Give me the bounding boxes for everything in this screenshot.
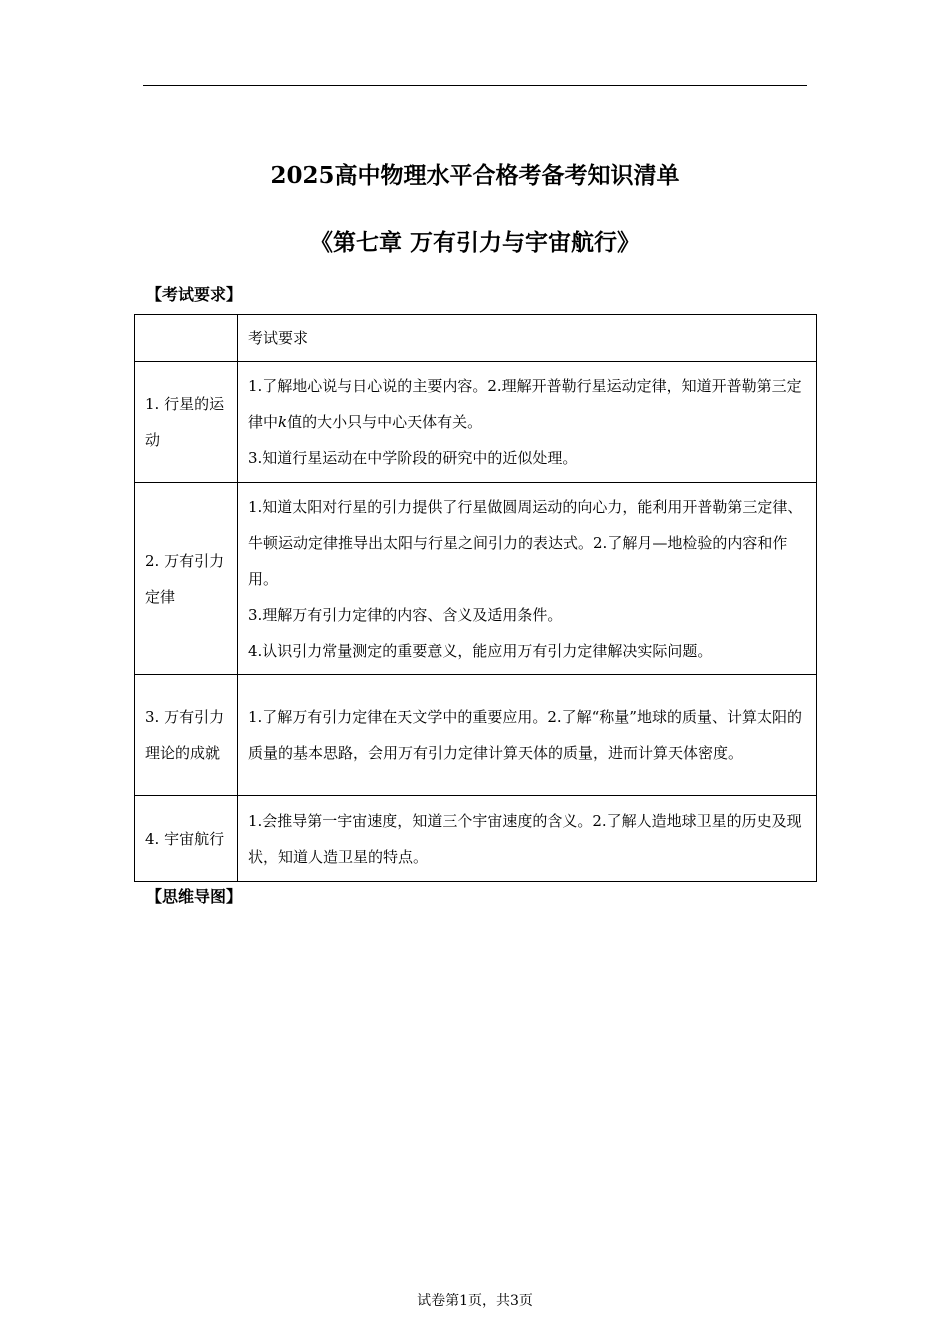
section-heading-mind-map: 【思维导图】: [146, 887, 243, 906]
chapter-title: 《第七章 万有引力与宇宙航行》: [309, 229, 640, 256]
content-cell: [238, 483, 817, 675]
requirement-paragraph: 3.知道行星运动在中学阶段的研究中的近似处理。: [248, 449, 578, 467]
requirement-paragraph: 4.认识引力常量测定的重要意义，能应用万有引力定律解决实际问题。: [248, 641, 713, 660]
section-heading-exam-requirements: 【考试要求】: [146, 285, 243, 304]
table-header-topic: [135, 315, 238, 362]
topic-cell: 1. 行星的运动: [135, 362, 238, 483]
content-cell: [238, 675, 817, 796]
requirement-paragraph: 3.理解万有引力定律的内容、含义及适用条件。: [248, 605, 563, 624]
table-row: [135, 675, 817, 796]
document-title: 2025高中物理水平合格考备考知识清单: [270, 162, 680, 189]
table-row: [135, 483, 817, 675]
variable-k: k: [278, 413, 288, 431]
table-row: [135, 796, 817, 882]
requirement-text: 1.了解地心说与日心说的主要内容。2.理解开普勒行星运动定律，知道开普勒第三定律中: [248, 377, 802, 431]
table-header-row: [135, 315, 817, 362]
topic-cell: 4. 宇宙航行: [135, 796, 238, 882]
topic-cell: 3. 万有引力理论的成就: [135, 675, 238, 796]
requirement-paragraph: [248, 368, 806, 440]
requirement-paragraph: 1.会推导第一宇宙速度，知道三个宇宙速度的含义。2.了解人造地球卫星的历史及现状，知道人造卫星的特点。: [248, 811, 802, 866]
requirement-text: 值的大小只与中心天体有关。: [287, 413, 483, 431]
exam-requirements-table: [134, 314, 817, 882]
content-cell: [238, 362, 817, 483]
requirement-paragraph: 1.了解万有引力定律在天文学中的重要应用。2.了解“称量”地球的质量、计算太阳的质量的基本思路，会用万有引力定律计算天体的质量，进而计算天体密度。: [248, 708, 802, 762]
page-footer: 试卷第1页，共3页: [417, 1293, 533, 1309]
requirement-paragraph: 1.知道太阳对行星的引力提供了行星做圆周运动的向心力，能利用开普勒第三定律、牛顿运动定律推导出太阳与行星之间引力的表达式。2.了解月—地检验的内容和作用。: [248, 497, 803, 588]
table-row: [135, 362, 817, 483]
content-cell: [238, 796, 817, 882]
table-header-content: 考试要求: [238, 315, 817, 362]
header-rule: [143, 85, 807, 86]
topic-cell: 2. 万有引力定律: [135, 483, 238, 675]
